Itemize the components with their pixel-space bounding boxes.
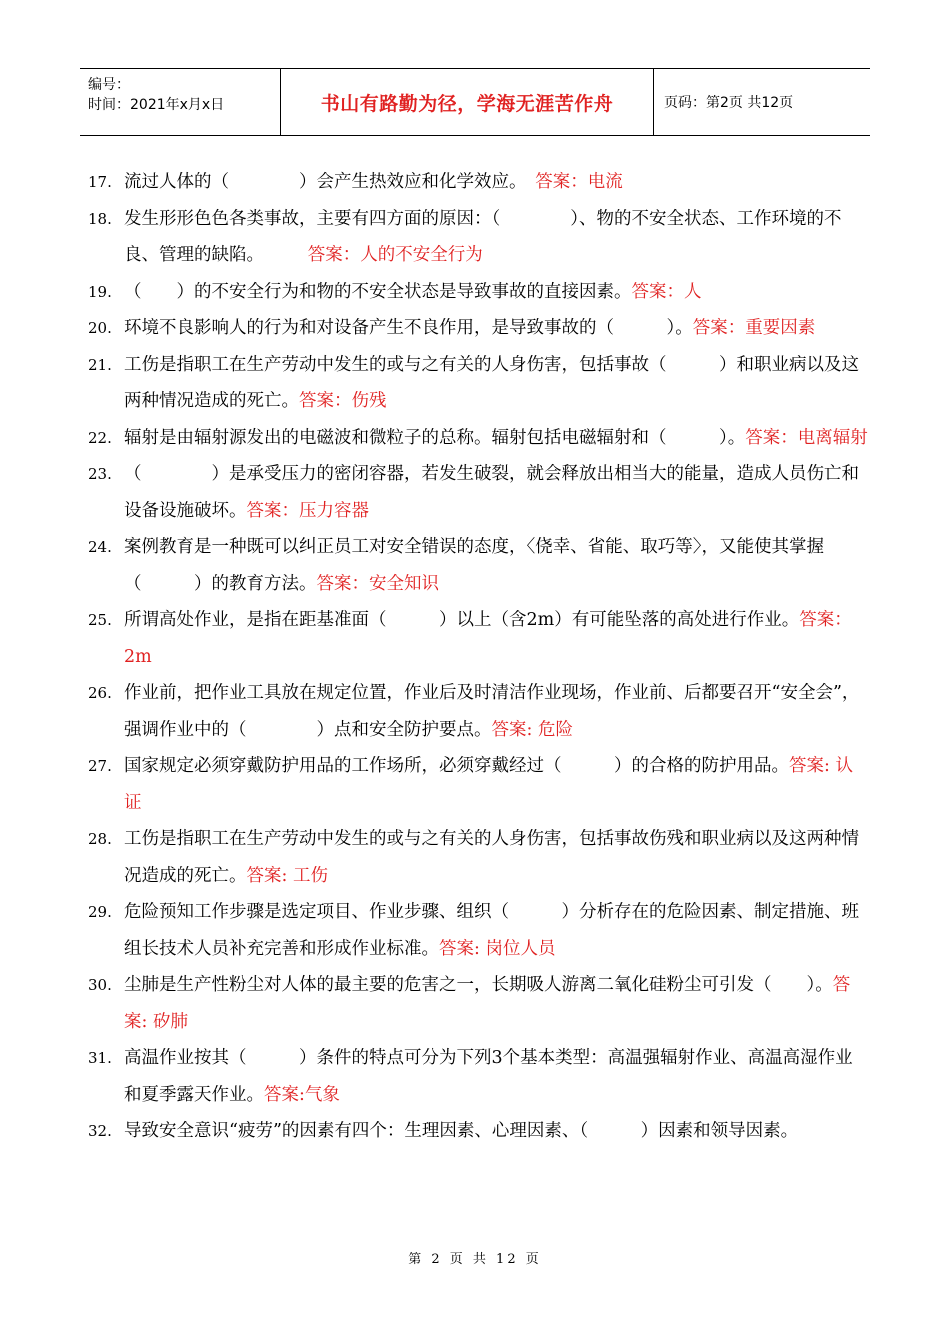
question-text: [124, 529, 870, 602]
question-text: [124, 347, 870, 420]
question-number: 21.: [88, 355, 112, 374]
question-body: 高温作业按其（ ）条件的特点可分为下列3个基本类型：高温强辐射作业、高温高湿作业和夏季露天作业。: [124, 1048, 853, 1105]
question-item: [88, 1113, 870, 1150]
question-answer: 答案: 岗位人员: [439, 938, 556, 959]
question-body: （ ）的不安全行为和物的不安全状态是导致事故的直接因素。: [124, 281, 632, 302]
question-body: 危险预知工作步骤是选定项目、作业步骤、组织（ ）分析存在的危险因素、制定措施、班组长技术人员补充完善和形成作业标准。: [124, 902, 859, 959]
question-body: 导致安全意识“疲劳”的因素有四个：生理因素、心理因素、（ ）因素和领导因素。: [124, 1121, 799, 1141]
question-number: 25.: [88, 611, 112, 629]
question-number: 27.: [88, 757, 112, 775]
question-item: [88, 602, 870, 675]
question-number: 18.: [88, 209, 112, 228]
question-answer: 答案：人的不安全行为: [307, 245, 483, 265]
question-number: 17.: [88, 173, 112, 191]
page-footer: 第 2 页 共 12 页: [408, 1252, 542, 1267]
question-body: 案例教育是一种既可以纠正员工对安全错误的态度，〈侥幸、省能、取巧等〉，又能使其掌握（ ）的教育方法。: [124, 537, 824, 594]
question-item: [88, 164, 870, 201]
question-body: 国家规定必须穿戴防护用品的工作场所，必须穿戴经过（ ）的合格的防护用品。: [124, 756, 789, 776]
question-number: 23.: [88, 465, 112, 483]
question-body: 流过人体的（ ）会产生热效应和化学效应。: [124, 172, 536, 192]
question-item: [88, 310, 870, 347]
question-answer: 答案：重要因素: [692, 318, 816, 338]
question-answer: 答案：人: [631, 281, 702, 302]
header-motto: 书山有路勤为径，学海无涯苦作舟: [281, 69, 654, 135]
question-item: [88, 201, 870, 274]
question-item: [88, 967, 870, 1040]
question-number: 30.: [88, 976, 112, 994]
question-body: 尘肺是生产性粉尘对人体的最主要的危害之一，长期吸人游离二氧化硅粉尘可引发（ ）。: [124, 975, 833, 995]
question-answer: 答案：电流: [535, 172, 623, 192]
question-item: [88, 1040, 870, 1113]
question-item: [88, 529, 870, 602]
question-answer: 答案：伤残: [299, 391, 387, 411]
question-text: [124, 201, 870, 274]
question-body: 作业前，把作业工具放在规定位置，作业后及时清洁作业现场，作业前、后都要召开“安全会”，强调作业中的（ ）点和安全防护要点。: [124, 683, 860, 740]
question-text: [124, 967, 870, 1040]
question-text: [124, 274, 870, 311]
header-info: [80, 69, 281, 135]
question-text: [124, 1113, 870, 1150]
question-text: [124, 894, 870, 967]
question-text: [124, 602, 870, 675]
question-item: [88, 894, 870, 967]
question-number: 32.: [88, 1122, 112, 1140]
question-list: [88, 164, 870, 1150]
question-number: 20.: [88, 319, 112, 337]
question-answer: 答案：电离辐射: [745, 427, 868, 448]
question-body: 发生形形色色各类事故，主要有四方面的原因：（ ）、物的不安全状态、工作环境的不良、管理的缺陷。: [124, 208, 842, 265]
question-number: 28.: [88, 830, 112, 848]
question-number: 29.: [88, 903, 112, 921]
question-text: [124, 1040, 870, 1113]
question-item: [88, 347, 870, 420]
question-answer: 答案: 危险: [491, 719, 573, 740]
question-text: [124, 821, 870, 894]
question-answer: 答案: 认证: [124, 756, 853, 813]
question-number: 22.: [88, 428, 112, 447]
question-text: [124, 675, 870, 748]
question-item: [88, 748, 870, 821]
question-text: [124, 748, 870, 821]
code-label: 编号：: [88, 77, 130, 93]
question-answer: 答案: 工伤: [246, 865, 328, 886]
question-text: [124, 420, 870, 457]
date-label: 时间：2021年x月x日: [88, 97, 225, 113]
header-page-label: 页码：第2页 共12页: [664, 95, 794, 111]
question-body: 环境不良影响人的行为和对设备产生不良作用，是导致事故的（ ）。: [124, 318, 693, 338]
question-number: 26.: [88, 684, 112, 702]
question-item: [88, 420, 870, 457]
question-body: 辐射是由辐射源发出的电磁波和微粒子的总称。辐射包括电磁辐射和（ ）。: [124, 427, 746, 448]
question-answer: 答案：安全知识: [316, 573, 439, 594]
page-header: [80, 68, 870, 136]
question-number: 24.: [88, 538, 112, 556]
question-text: [124, 456, 870, 529]
question-answer: 答案:气象: [264, 1084, 340, 1105]
question-answer: 答案: 矽肺: [124, 975, 851, 1032]
question-answer: 答案：压力容器: [246, 500, 369, 521]
question-item: [88, 821, 870, 894]
question-number: 19.: [88, 282, 112, 301]
question-item: [88, 274, 870, 311]
question-item: [88, 456, 870, 529]
question-answer: 答案：2m: [124, 610, 852, 667]
question-body: （ ）是承受压力的密闭容器，若发生破裂，就会释放出相当大的能量，造成人员伤亡和设备设施破坏。: [124, 464, 859, 521]
question-number: 31.: [88, 1049, 112, 1067]
question-item: [88, 675, 870, 748]
question-body: 工伤是指职工在生产劳动中发生的或与之有关的人身伤害，包括事故（ ）和职业病以及这两种情况造成的死亡。: [124, 354, 859, 411]
question-text: [124, 310, 870, 347]
question-body: 工伤是指职工在生产劳动中发生的或与之有关的人身伤害，包括事故伤残和职业病以及这两种情况造成的死亡。: [124, 829, 859, 886]
question-text: [124, 164, 870, 201]
question-body: 所谓高处作业，是指在距基准面（ ）以上（含2m）有可能坠落的高处进行作业。: [124, 610, 800, 630]
